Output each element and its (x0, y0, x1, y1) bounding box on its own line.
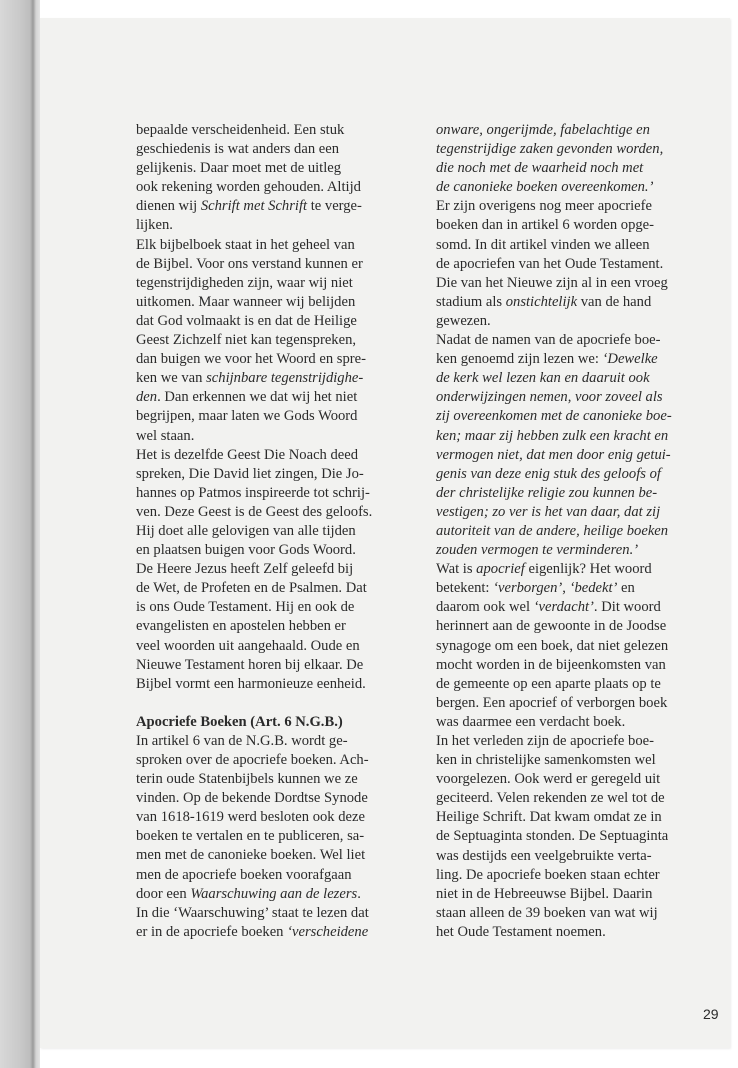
text-segment: De Heere Jezus heeft Zelf geleefd bij (136, 561, 354, 578)
italic-text: Schrift met Schrift (200, 198, 308, 215)
text-line (136, 407, 406, 426)
text-line (136, 637, 406, 656)
text-segment: Hij doet alle gelovigen van alle tijden (136, 522, 356, 539)
text-line (136, 121, 406, 140)
italic-text: onderwijzingen nemen, voor zoveel als (436, 389, 663, 406)
text-segment: herinnert aan de gewoonte in de Joodse (436, 618, 667, 635)
italic-text: ‘Dewelke (602, 351, 658, 368)
text-segment: daarom ook wel (436, 599, 534, 616)
text-line (436, 350, 698, 369)
text-line (436, 446, 698, 465)
text-segment: van de hand (577, 293, 652, 310)
text-line (136, 236, 406, 255)
italic-text: die noch met de waarheid noch met (436, 160, 644, 177)
text-segment: bergen. Een apocrief of verborgen boek (436, 694, 668, 711)
text-line (436, 159, 698, 178)
text-segment: gewezen. (436, 312, 491, 329)
text-segment: synagoge om een boek, dat niet gelezen (436, 637, 669, 654)
text-segment: is ons Oude Testament. Hij en ook de (136, 599, 355, 616)
text-line (436, 675, 698, 694)
italic-text: genis van deze enig stuk des geloofs of (436, 465, 661, 482)
italic-text: ‘verborgen’ (493, 580, 563, 597)
text-line (436, 541, 698, 560)
text-line (436, 140, 698, 159)
italic-text: zij overeenkomen met de canonieke boe- (436, 408, 672, 425)
text-segment: geschiedenis is wat anders dan een (136, 141, 340, 158)
text-segment: stadium als (436, 293, 506, 310)
text-segment: gelijkenis. Daar moet met de uitleg (136, 160, 342, 177)
text-segment: Die van het Nieuwe zijn al in een vroeg (436, 274, 668, 291)
text-segment: dan buigen we voor het Woord en spre- (136, 351, 366, 368)
text-segment: Wat is (436, 561, 477, 578)
text-segment: Apocriefe Boeken (Art. 6 N.G.B.) (136, 713, 343, 730)
text-line (136, 274, 406, 293)
text-line (436, 904, 698, 923)
text-segment: Nadat de namen van de apocriefe boe- (436, 332, 661, 349)
page-number: 29 (703, 1006, 719, 1022)
text-segment: te verge- (307, 198, 362, 215)
italic-text: vermogen niet, dat men door enig getui- (436, 446, 671, 463)
text-line (436, 923, 698, 942)
page-sheet (40, 18, 730, 1048)
italic-text: vestigen; zo ver is het van daar, dat zij (436, 503, 661, 520)
italic-text: der christelijke religie zou kunnen be- (436, 484, 658, 501)
text-segment: tegenstrijdigheden zijn, waar wij niet (136, 274, 353, 291)
text-line (136, 617, 406, 636)
text-line (136, 503, 406, 522)
text-line (136, 751, 406, 770)
text-segment: Nieuwe Testament horen bij elkaar. De (136, 656, 364, 673)
italic-text: ‘bedekt’ (569, 580, 618, 597)
italic-text: ‘verdacht’ (533, 599, 594, 616)
text-line (436, 617, 698, 636)
text-line (136, 159, 406, 178)
text-segment: boeken dan in artikel 6 worden opge- (436, 217, 655, 234)
text-line (436, 178, 698, 197)
text-line (136, 598, 406, 617)
text-segment: de Wet, de Profeten en de Psalmen. Dat (136, 580, 367, 597)
text-segment: hannes op Patmos inspireerde tot schrij- (136, 484, 370, 501)
text-segment: en (617, 580, 635, 597)
italic-text: ‘verscheidene (287, 923, 369, 940)
italic-text: tegenstrijdige zaken gevonden worden, (436, 141, 664, 158)
italic-text: Waarschuwing aan de lezers (190, 885, 358, 902)
text-segment: In die ‘Waarschuwing’ staat te lezen dat (136, 904, 369, 921)
text-segment: betekent: (436, 580, 494, 597)
text-segment: Geest Zichzelf niet kan tegenspreken, (136, 332, 357, 349)
text-segment: dat God volmaakt is en dat de Heilige (136, 312, 357, 329)
text-segment: wel staan. (136, 427, 195, 444)
text-line (436, 751, 698, 770)
text-line (136, 808, 406, 827)
text-segment: men met de canonieke boeken. Wel liet (136, 847, 366, 864)
text-segment: ook rekening worden gehouden. Altijd (136, 179, 361, 196)
text-segment: spreken, Die David liet zingen, Die Jo- (136, 465, 364, 482)
text-line (136, 484, 406, 503)
text-segment: van 1618-1619 werd besloten ook deze (136, 809, 365, 826)
italic-text: onstichtelijk (505, 293, 578, 310)
text-line (436, 656, 698, 675)
text-segment: staan alleen de 39 boeken van wat wij (436, 904, 658, 921)
text-line (436, 427, 698, 446)
italic-text: onware, ongerijmde, fabelachtige en (436, 122, 650, 138)
text-line (136, 656, 406, 675)
text-line (436, 694, 698, 713)
text-line (136, 369, 406, 388)
text-line (436, 331, 698, 350)
text-segment: de Septuaginta stonden. De Septuaginta (436, 828, 669, 845)
text-line (136, 846, 406, 865)
text-line (136, 923, 406, 942)
text-segment: en plaatsen buigen voor Gods Woord. (136, 542, 356, 559)
text-line (436, 255, 698, 274)
text-line (136, 140, 406, 159)
text-line (436, 598, 698, 617)
text-segment: voorgelezen. Ook werd er geregeld uit (436, 771, 661, 788)
text-segment: sproken over de apocriefe boeken. Ach- (136, 752, 369, 768)
text-line (436, 369, 698, 388)
text-line (436, 312, 698, 331)
text-segment: In artikel 6 van de N.G.B. wordt ge- (136, 732, 348, 749)
italic-text: ken; maar zij hebben zulk een kracht en (436, 427, 669, 444)
italic-text: de kerk wel lezen kan en daaruit ook (436, 370, 650, 387)
text-segment: door een (136, 885, 191, 902)
text-line (436, 789, 698, 808)
text-segment: somd. In dit artikel vinden we alleen (436, 236, 650, 253)
text-line (136, 427, 406, 446)
text-segment: Het is dezelfde Geest Die Noach deed (136, 446, 359, 463)
right-text-column (436, 121, 698, 942)
text-segment: ken genoemd zijn lezen we: (436, 351, 603, 368)
text-segment: Elk bijbelboek staat in het geheel van (136, 236, 355, 253)
text-line (436, 866, 698, 885)
text-line (436, 274, 698, 293)
text-line (136, 579, 406, 598)
text-segment: mocht worden in de bijeenkomsten van (436, 656, 666, 673)
text-segment: veel woorden uit aangehaald. Oude en (136, 637, 360, 654)
text-segment: begrijpen, maar laten we Gods Woord (136, 408, 358, 425)
text-segment: ven. Deze Geest is de Geest des geloofs. (136, 503, 373, 520)
text-segment: was destijds een veelgebruikte verta- (436, 847, 652, 864)
text-line (136, 312, 406, 331)
text-segment: Heilige Schrift. Dat kwam omdat ze in (436, 809, 662, 826)
text-line (136, 197, 406, 216)
text-segment: lijken. (136, 217, 173, 234)
text-segment: het Oude Testament noemen. (436, 923, 606, 940)
text-line (436, 579, 698, 598)
text-line (436, 808, 698, 827)
text-segment: evangelisten en apostelen hebben er (136, 618, 346, 635)
text-line (436, 732, 698, 751)
text-line (436, 847, 698, 866)
text-segment: . Dit woord (593, 599, 661, 616)
text-line (136, 885, 406, 904)
text-line (136, 522, 406, 541)
text-line (136, 866, 406, 885)
text-segment: bepaalde verscheidenheid. Een stuk (136, 122, 345, 138)
italic-text: den (136, 389, 158, 406)
text-line (436, 885, 698, 904)
text-line (136, 541, 406, 560)
text-line (436, 465, 698, 484)
text-segment: ken in christelijke samenkomsten wel (436, 752, 656, 769)
italic-text: apocrief (476, 561, 525, 578)
italic-text: zouden vermogen te verminderen.’ (436, 542, 639, 559)
text-line (136, 446, 406, 465)
text-segment: ling. De apocriefe boeken staan echter (436, 866, 660, 883)
text-segment: Er zijn overigens nog meer apocriefe (436, 198, 652, 215)
text-line (436, 121, 698, 140)
text-line (136, 675, 406, 694)
text-segment: er in de apocriefe boeken (136, 923, 288, 940)
text-segment: Bijbel vormt een harmonieuze eenheid. (136, 675, 366, 692)
paragraph-gap (136, 694, 406, 713)
text-segment: boeken te vertalen en te publiceren, sa- (136, 828, 365, 845)
text-line (436, 388, 698, 407)
text-line (436, 560, 698, 579)
book-gutter (0, 0, 40, 1068)
text-line (136, 178, 406, 197)
text-segment: geciteerd. Velen rekenden ze wel tot de (436, 790, 665, 807)
text-line (136, 732, 406, 751)
text-line (436, 216, 698, 235)
text-segment: . (357, 885, 361, 902)
text-line (136, 293, 406, 312)
italic-text: autoriteit van de andere, heilige boeken (436, 522, 669, 539)
text-segment: de Bijbel. Voor ons verstand kunnen er (136, 255, 363, 272)
text-line (136, 350, 406, 369)
text-line (436, 827, 698, 846)
text-line (136, 789, 406, 808)
text-line (436, 197, 698, 216)
text-line (436, 484, 698, 503)
text-segment: niet in de Hebreeuwse Bijbel. Daarin (436, 885, 653, 902)
text-segment: ken we van (136, 370, 207, 387)
text-segment: . Dan erkennen we dat wij het niet (157, 389, 358, 406)
italic-text: schijnbare tegenstrijdighe- (206, 370, 364, 387)
text-line (436, 637, 698, 656)
text-segment: uitkomen. Maar wanneer wij belijden (136, 293, 356, 310)
text-segment: terin oude Statenbijbels kunnen we ze (136, 771, 358, 788)
text-line (136, 770, 406, 789)
text-segment: , (562, 580, 570, 597)
text-line (436, 713, 698, 732)
text-line (136, 216, 406, 235)
text-line (136, 465, 406, 484)
italic-text: de canonieke boeken overeenkomen.’ (436, 179, 654, 196)
section-heading (136, 713, 406, 732)
text-line (436, 503, 698, 522)
text-line (436, 236, 698, 255)
text-line (136, 904, 406, 923)
text-segment: men de apocriefe boeken voorafgaan (136, 866, 352, 883)
text-line (436, 770, 698, 789)
text-line (436, 293, 698, 312)
text-segment: dienen wij (136, 198, 201, 215)
text-segment: was daarmee een verdacht boek. (436, 713, 626, 730)
text-segment: de gemeente op een aparte plaats op te (436, 675, 661, 692)
text-line (136, 388, 406, 407)
text-line (436, 407, 698, 426)
text-segment: In het verleden zijn de apocriefe boe- (436, 733, 654, 749)
text-line (436, 522, 698, 541)
left-text-column (136, 121, 406, 942)
text-segment: vinden. Op de bekende Dordtse Synode (136, 790, 368, 807)
text-line (136, 827, 406, 846)
text-line (136, 255, 406, 274)
text-segment: de apocriefen van het Oude Testament. (436, 255, 664, 272)
text-segment: eigenlijk? Het woord (524, 561, 652, 578)
text-line (136, 560, 406, 579)
text-line (136, 331, 406, 350)
